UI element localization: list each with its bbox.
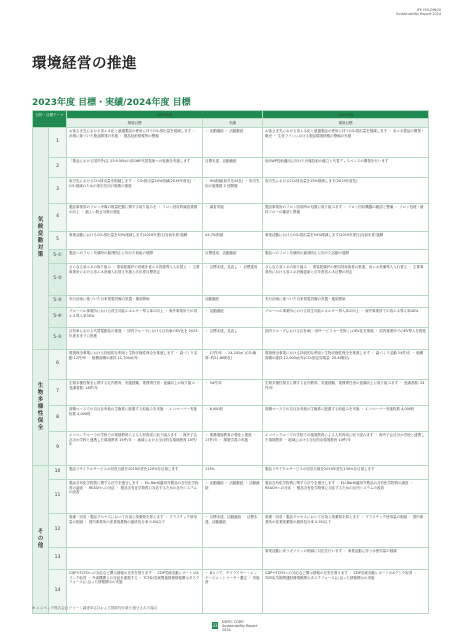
table-row <box>33 307 429 327</box>
row-target <box>67 547 203 569</box>
row-target: 取引先におけるCO₂排出量を削減します ・ CO₂排出量10%削減(2019年度比) ・ CO₂削減のための取引先向け施策の推進 <box>67 177 203 203</box>
row-target: 面積ベースでの自社社有地の生態系に配慮する取組みを実施 ・ エコペーパー実施枚数 4,000枚 <box>67 405 203 431</box>
page-number: 33 <box>212 623 218 628</box>
row-number: 7 <box>49 379 67 405</box>
row-target-2024: 面積ベースでの自社社有地の生態系に配慮する取組みを実施 ・ エコペーパー実施枚数 4,000枚 <box>263 405 429 431</box>
table-row <box>33 295 429 307</box>
row-target: エコペンクルーでの学校での環境教育による人材育成に取り組みます ・ 海外子会社ほか学校と連携した環境教育 15件/年 ・ 地域における全社的な環境教育 10件/年 <box>67 431 203 465</box>
row-target-2024: 製品含有化学物質に関する法令を遵守します ・ EU-RoHS適用外製品の含有化学物質の調査 ・ REACHへの対応 ・ 製品含有化学物質に対応するための社内システムの改善 <box>263 479 429 513</box>
row-target-2024: エコペンクルーでの学校での環境教育による人材育成に取り組みます ・ 海外子会社ほか学校と連携した環境教育 ・ 地域における全社的な環境教育 10件/年 <box>263 431 429 465</box>
row-result: 115% <box>203 465 263 479</box>
row-target-2024: 製品リサイクルサービスの回収台数を2019年度比135%を目指します <box>263 465 429 479</box>
row-target: 実行計画に基づいた自家発電設備の設置・運用開始 <box>67 295 203 307</box>
row-result <box>203 547 263 569</box>
row-target-2024: 製品へのフロン充填時の漏洩防止に向けた活動の展開 <box>263 249 429 263</box>
table-row <box>33 547 429 569</box>
category-biodiversity: 生物多様性保全 <box>33 349 49 465</box>
header-fy2024: 2024年度 <box>263 111 429 119</box>
row-result: 活動継続 <box>203 295 263 307</box>
row-target-2024: 環境保全事業における持続的な利用と生物多様性保全を推進します ・ 森づくり活動 14件/年 ・ 植樹面積の維持 12,000㎡/年(CO₂固定効果量: 25.4t吸収) <box>263 349 429 379</box>
row-result: ・ 6,000枚 <box>203 405 263 431</box>
row-target-2024: 取引先におけるCO₂排出量を15%削減します(2019年度比) <box>263 177 429 203</box>
header-result: 実績 <box>203 119 263 127</box>
row-result: ・ 業務環境教育の強化と推進 ・ 17件/年 ・ 環境学習の実施 <box>203 431 263 465</box>
row-target: 生物多様性保全に関する社内教育、実施経験、業務責任者・意識向上の取り組み ・ 受講者数: 18件/年 <box>67 379 203 405</box>
header-theme: 目的・目標テーマ <box>33 111 67 128</box>
row-target: 社有車における代替電動化の推進 ・ 国内グループにおける社有車のEV化を 2025年度末までに推進 <box>67 327 203 349</box>
row-number: 12 <box>49 513 67 547</box>
header-fy2023: 2023年度 <box>67 111 263 119</box>
row-target-2024: お客さま先における省エネ化と最適製品の使用に伴うCO₂排出量を削減します ・ 省エネ製品の開発・販売 ・ 生産ラインにおける製品環境情報の整備の実施 <box>263 127 429 157</box>
page-info-line-2: Sustainability Report <box>222 624 258 628</box>
row-result: ・ 活動継続 ・ 活動継続 ・ 活動継続 <box>203 479 263 513</box>
row-number: 5-① <box>49 249 67 263</box>
table-row <box>33 479 429 513</box>
header-target: 環境目標 <box>67 119 203 127</box>
row-target: 環境保全事業における持続的な利用と生物多様性保全を推進します ・ 森づくり活動 12件/年 ・ 植樹面積の維持 11,700㎡/年 <box>67 349 203 379</box>
row-number: 5-④ <box>49 307 67 327</box>
header-target-2024: 環境目標 <box>263 119 429 127</box>
row-target: CDPやTCFDへの対応など開示情報の充実を図ります ・ CDP気候変動レポートのAランク取得 ・ 外部機関との対話を重視する ・ TCFD(気候関連財務情報開示タスクフォース)に沿った情報開示の実施 <box>67 569 203 613</box>
brand-mark <box>396 8 441 16</box>
row-target: 製品事業所のフロン冷媒の数量把握に関する取り組みを ・ フロン回収時調査業務の向上 ・ 漏えい防止対策の強化 <box>67 203 203 231</box>
page-title: 環境経営の推進 <box>32 56 137 72</box>
row-target: 「製品における国内外(注 23.9.50t)の省GWP代替技術への転換を実施します <box>67 157 203 177</box>
table-row <box>33 379 429 405</box>
row-number: 2 <box>49 157 67 177</box>
section-subtitle: 2023年度 目標・実績/2024年度 目標 <box>32 98 191 108</box>
page-info-line-3: 2024 <box>222 628 231 632</box>
row-result: ・ 17件/年 ・ 24,202㎡ (CO₂換算: 約21.8t吸収) <box>203 349 263 379</box>
row-number: 5 <box>49 231 67 249</box>
row-result: ・ 調査実施 <box>203 203 263 231</box>
row-number: 14 <box>49 569 67 613</box>
row-target-2024: CDPやTCFDへの対応など開示情報の充実を図ります ・ CDP気候変動レポートのAランク取得 ・ TCFD(気候関連財務情報開示タスクフォース)に沿った情報開示の実施 <box>263 569 429 613</box>
table-row <box>33 203 429 231</box>
row-target: 製品へのフロン充填時の漏洩防止に向けた取組の展開 <box>67 249 203 263</box>
table-row <box>33 263 429 295</box>
environment-targets-table <box>32 110 429 614</box>
row-number: 1 <box>49 127 67 157</box>
table-row <box>33 157 429 177</box>
category-other: その他 <box>33 465 49 613</box>
row-target-2024: 事業活動におけるCO₂排出量を54%削減します(2019年度比)対前年度:過剰 <box>263 231 429 249</box>
table-row <box>33 431 429 465</box>
row-number: 11 <box>49 479 67 513</box>
row-target: 製品含有化学物質に関する法令を遵守します ・ EU-RoHS適用外製品の含有化学物質の調査 ・ REACHへの対応 ・ 製品含有化学物質に対応するための社内システムの改善 <box>67 479 203 513</box>
row-target-2024: 低GWP技術適用に向けた冷媒技術の確立と代替ディスペンスの開発を行います <box>263 157 429 177</box>
row-result: ・ 活動継続 ・ 活動継続 <box>203 127 263 157</box>
row-result: ・ Bスコア、サプライヤー・エンゲージメントリーダー選定 ・ 実施済 <box>203 569 263 613</box>
table-row <box>33 231 429 249</box>
row-target-2024: 製品事業所のフロン回収時の処置に取り組みます ・ フロン回収機器の確認と整備 ・ フロン処理・最終フローの確認と整備 <box>263 203 429 231</box>
table-row <box>33 349 429 379</box>
row-target: グローバル事業所における再生可能エネルギー導入率の向上 ・ 海外事業所での再エネ導入率30% <box>67 307 203 327</box>
row-number: 6 <box>49 349 67 379</box>
brand-line-1: JFE HOLDINGS <box>416 8 441 12</box>
row-number: 13 <box>49 547 67 569</box>
table-row <box>33 513 429 547</box>
row-number: 5-③ <box>49 295 67 307</box>
category-climate: 気候変動対策 <box>33 127 49 349</box>
row-result: ・ 目標未達、活動継続 ・ 目標未達、活動継続 <box>203 513 263 547</box>
page-info-line-1: ESPEC CORP. <box>222 620 244 624</box>
row-target: 製品リサイクルサービスの回収台数を2019年度比120%を目指します <box>67 465 203 479</box>
table-row <box>33 327 429 349</box>
table-row <box>33 249 429 263</box>
brand-line-2: Sustainability Report 2024 <box>396 12 441 16</box>
row-result: 目標達成、活動継続 <box>203 249 263 263</box>
row-number: 8 <box>49 405 67 431</box>
row-result: ・ 活動継続 <box>203 307 263 327</box>
row-number: 4 <box>49 203 67 231</box>
row-target-2024: 廃棄・回収・製品プロセスにおいて汚染と廃棄物を抑えます ・ プラスチック使用量の削減 ・ 国内事業所の産業廃棄物の最終処分率 0.5%以下 <box>263 513 429 547</box>
row-number: 5-② <box>49 263 67 295</box>
header-row-columns <box>33 119 429 127</box>
row-target-2024: 生物多様性保全に関する社内教育、実施経験、業務責任者の意識向上に取り組みます ・ 受講者数: 24件/年 <box>263 379 429 405</box>
row-number: 3 <box>49 177 67 203</box>
row-result: ・ 9%削減(取引先45社) ・ 取引先向け施策数 2 回開催 <box>203 177 263 203</box>
row-target: 廃棄・回収・製品プロセスにおいて汚染と廃棄物を抑えます ・ プラスチック使用量の削減 ・ 国内事業所の産業廃棄物の最終処分率 0.5%以下 <box>67 513 203 547</box>
row-number: 9 <box>49 431 67 465</box>
page-info <box>222 620 257 632</box>
table-row <box>33 405 429 431</box>
table-row <box>33 177 429 203</box>
row-result: 43.7%削減 <box>203 231 263 249</box>
row-result: ・ 34件/年 <box>203 379 263 405</box>
row-target: さらなる省エネの取り組み ・ 塗装乾燥炉の設備を省エネ設備導入入れ替え ・ 主要事業所における省エネ設備入れ替え実施と次年度目標設定 <box>67 263 203 295</box>
row-result: 目標未達、活動継続 <box>203 157 263 177</box>
footnote: ※ エスペック株式会社グリーン調達率(注)および国際性が最少遵守された場合 <box>32 606 158 610</box>
row-target-2024: 実行計画に基づいた自家発電設備の設置・運用開始 <box>263 295 429 307</box>
table-row <box>33 127 429 157</box>
header-row-years <box>33 111 429 119</box>
row-target-2024: 国内グループにおける社有車(一部サービスカーを除く)のEV化を推進 ・ 国内事業所でのEV導入を推進 <box>263 327 429 349</box>
table-row <box>33 465 429 479</box>
row-number: 5-⑤ <box>49 327 67 349</box>
row-number: 10 <box>49 465 67 479</box>
row-result: ・ 目標未達、見直し <box>203 327 263 349</box>
row-target: お客さま先における省エネ化と最適製品の使用に伴うCO₂排出量を削減します ・ 計測に基づいた製品開発の実施 ・ 製品技術情報等の整備 <box>67 127 203 157</box>
row-target: 事業活動におけるCO₂排出量を53%削減します(2019年度比)対前年度:過剰 <box>67 231 203 249</box>
row-result: ・ 目標未達、見直し ・ 目標達成 <box>203 263 263 295</box>
row-target-2024: グローバル事業所における再生可能エネルギー導入率の向上 ・ 海外事業所での再エネ導入率40% <box>263 307 429 327</box>
row-target-2024: 事業活動に伴うガソリンの削減に対応を行います ・ 事業活動に伴う水使用量の削減 <box>263 547 429 569</box>
row-target-2024: さらなる省エネの取り組み ・ 塗装乾燥炉の使用効率改善の推進、省エネ設備導入入れ替え ・ 主要事業所における省エネ設備更新と次年度省エネ目標の設定 <box>263 263 429 295</box>
